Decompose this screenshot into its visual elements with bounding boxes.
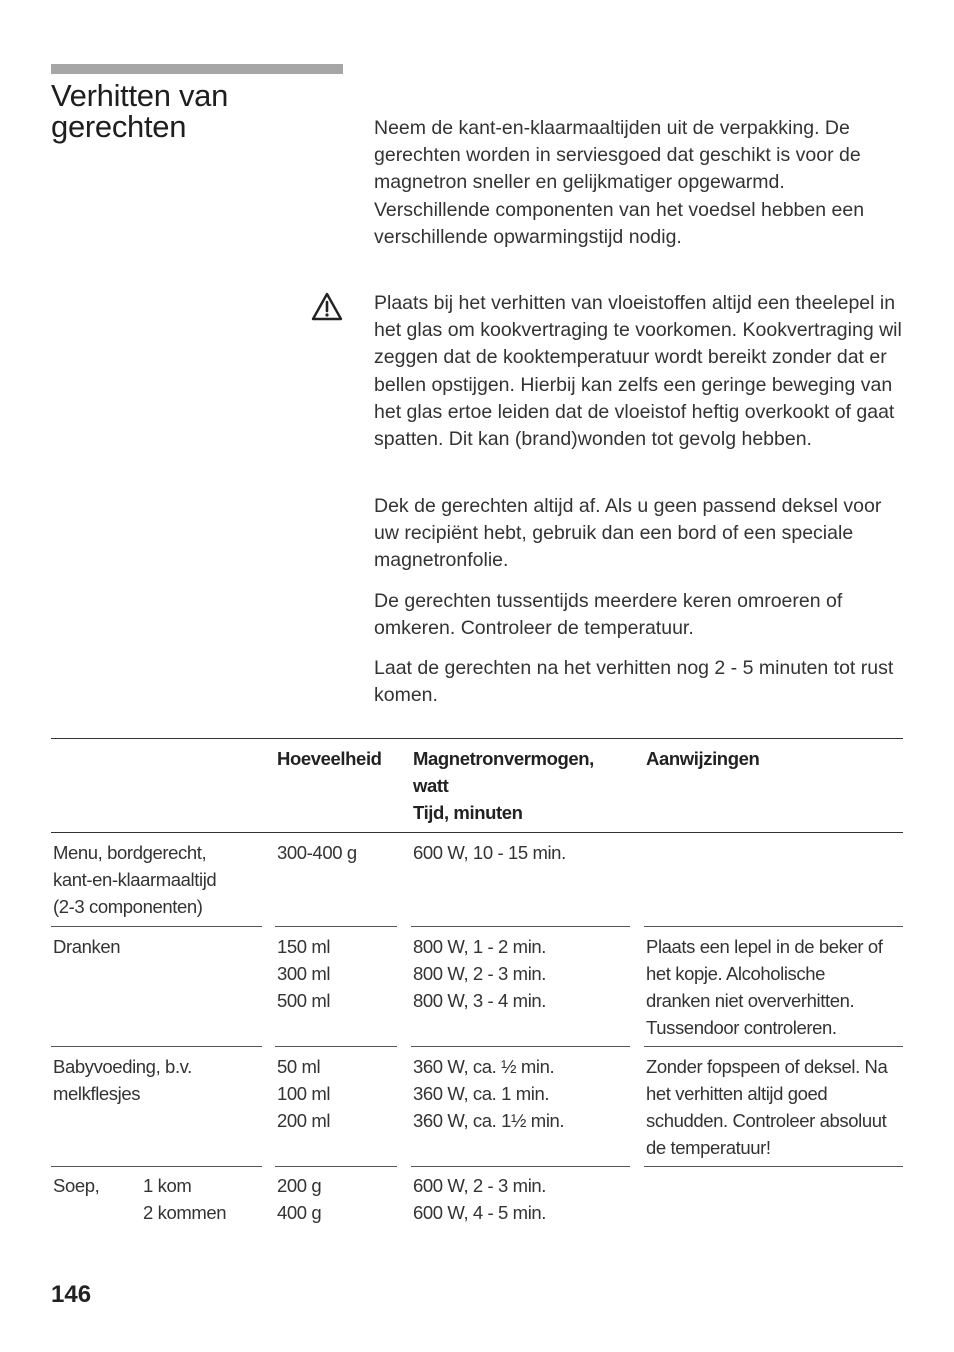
row1-rule-power (411, 926, 630, 927)
row2-power: 800 W, 1 - 2 min. 800 W, 2 - 3 min. 800 W, 3 - 4 min. (413, 936, 547, 1011)
section-top-bar (51, 64, 343, 74)
table-header-rule (51, 832, 903, 833)
row1-power: 600 W, 10 - 15 min. (413, 842, 566, 863)
row2-notes: Plaats een lepel in de beker of het kopje. Alcoholische dranken niet oververhitten. Tussendoor controleren. (646, 936, 883, 1038)
section-title-line-1: Verhitten van (51, 78, 229, 113)
intro-text: Neem de kant-en-klaarmaaltijden uit de verpakking. De gerechten worden in serviesgoed dat geschikt is voor de magnetron sneller en gelijkmatiger opgewarmd. Verschillende componenten van het voedsel hebben een verschillende opwarmingstijd nodig. (374, 117, 865, 248)
row3-power: 360 W, ca. ½ min. 360 W, ca. 1 min. 360 W, ca. 1½ min. (413, 1056, 565, 1131)
warning-paragraph (374, 290, 906, 453)
row3-rule-notes (644, 1166, 903, 1167)
row3-rule-quantity (275, 1166, 397, 1167)
row2-rule-dish (51, 1046, 262, 1047)
row3-quantity: 50 ml 100 ml 200 ml (277, 1056, 331, 1131)
intro-paragraph (374, 115, 906, 251)
row4-dish-label: Soep, (53, 1175, 100, 1196)
section-title-line-2: gerechten (51, 109, 187, 144)
heating-table (51, 738, 903, 1238)
row2-quantity: 150 ml 300 ml 500 ml (277, 936, 331, 1011)
row4-quantity: 200 g 400 g (277, 1175, 322, 1223)
row2-rule-quantity (275, 1046, 397, 1047)
row1-rule-dish (51, 926, 262, 927)
cover-text: Dek de gerechten altijd af. Als u geen passend deksel voor uw recipiënt hebt, gebruik dan een bord of een speciale magnetronfolie. (374, 495, 882, 572)
rest-text: Laat de gerechten na het verhitten nog 2 - 5 minuten tot rust komen. (374, 657, 894, 707)
stir-text: De gerechten tussentijds meerdere keren omroeren of omkeren. Controleer de temperatuur. (374, 590, 843, 640)
rest-paragraph (374, 655, 906, 709)
row1-dish: Menu, bordgerecht, kant-en-klaarmaaltijd (2-3 componenten) (53, 842, 217, 917)
warning-triangle-icon (311, 292, 343, 321)
row1-rule-notes (644, 926, 903, 927)
table-top-rule (51, 738, 903, 739)
row4-dish-sub: 1 kom 2 kommen (143, 1175, 227, 1223)
header-power-time: Magnetronvermogen, watt Tijd, minuten (413, 748, 594, 823)
row2-dish: Dranken (53, 936, 121, 957)
stir-paragraph (374, 588, 906, 642)
row2-rule-power (411, 1046, 630, 1047)
row3-dish: Babyvoeding, b.v. melkflesjes (53, 1056, 192, 1104)
row3-rule-dish (51, 1166, 262, 1167)
row2-rule-notes (644, 1046, 903, 1047)
row3-notes: Zonder fopspeen of deksel. Na het verhitten altijd goed schudden. Controleer absoluut de temperatuur! (646, 1056, 888, 1158)
row1-rule-quantity (275, 926, 397, 927)
row4-power: 600 W, 2 - 3 min. 600 W, 4 - 5 min. (413, 1175, 547, 1223)
warning-text: Plaats bij het verhitten van vloeistoffen altijd een theelepel in het glas om kookvertraging te voorkomen. Kookvertraging wil zeggen dat de kooktemperatuur wordt bereikt zonder dat er bellen opstijgen. Hierbij kan zelfs een geringe beweging van het glas ertoe leiden dat de vloeistof heftig overkookt of gaat spatten. Dit kan (brand)wonden tot gevolg hebben. (374, 292, 902, 451)
section-title (51, 80, 228, 142)
cover-paragraph (374, 493, 906, 575)
header-notes: Aanwijzingen (646, 748, 760, 769)
page-number: 146 (51, 1281, 92, 1308)
header-quantity: Hoeveelheid (277, 748, 382, 769)
row3-rule-power (411, 1166, 630, 1167)
row1-quantity: 300-400 g (277, 842, 357, 863)
